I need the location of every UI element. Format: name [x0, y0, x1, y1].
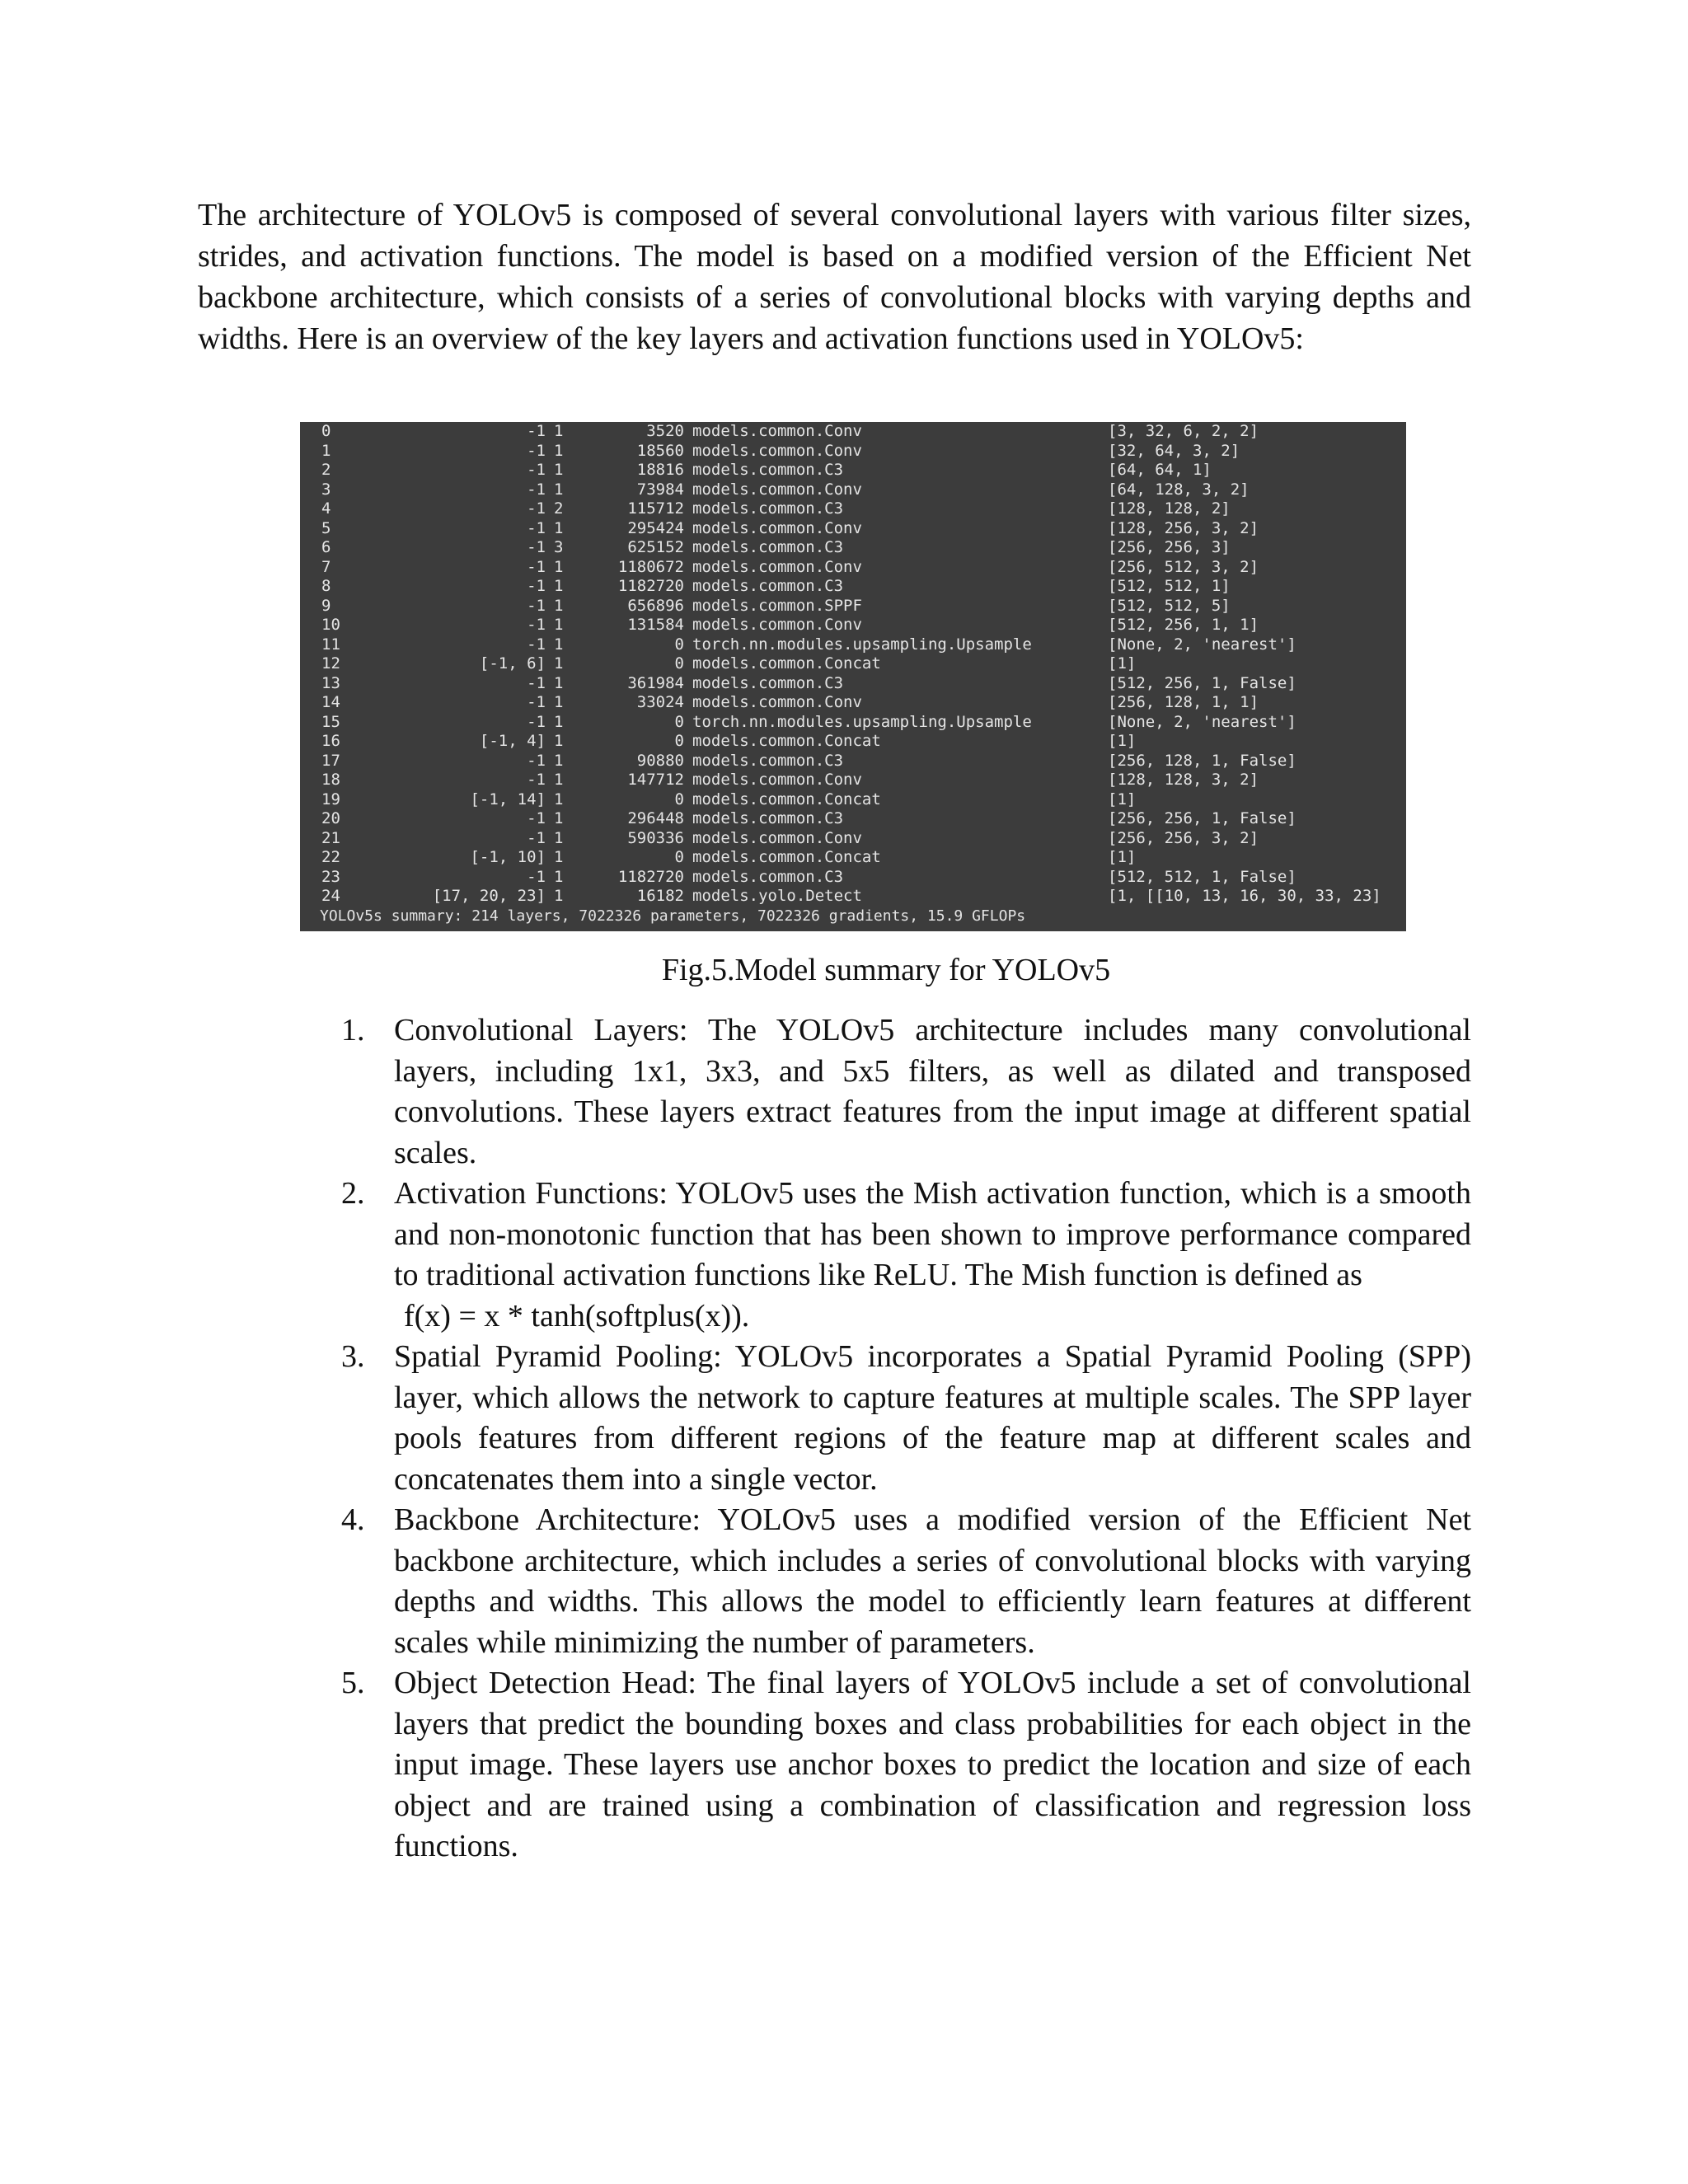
layer-params: 0: [674, 848, 684, 866]
model-layer-row: [300, 442, 1406, 462]
layer-from: -1: [527, 577, 546, 595]
layer-module: models.yolo.Detect: [692, 887, 862, 905]
layer-index: 8: [321, 577, 331, 595]
list-item-number: 1.: [341, 1013, 365, 1047]
model-layer-row: [300, 790, 1406, 810]
model-layer-row: [300, 480, 1406, 500]
feature-list: [330, 1010, 1471, 1868]
layer-params: 0: [674, 712, 684, 731]
model-layer-row: [300, 616, 1406, 635]
model-layer-row: [300, 771, 1406, 790]
layer-from: -1: [527, 538, 546, 556]
layer-repeat: 1: [554, 422, 564, 440]
layer-from: [-1, 6]: [479, 654, 546, 673]
model-layer-row: [300, 868, 1406, 888]
layer-from: -1: [527, 771, 546, 789]
layer-repeat: 2: [554, 499, 564, 518]
layer-index: 18: [321, 771, 340, 789]
model-layer-row: [300, 732, 1406, 752]
layer-repeat: 1: [554, 577, 564, 595]
layer-module: torch.nn.modules.upsampling.Upsample: [692, 712, 1032, 731]
layer-args: [64, 128, 3, 2]: [1108, 480, 1250, 499]
model-layer-row: [300, 713, 1406, 733]
layer-params: 361984: [627, 673, 684, 692]
layer-index: 13: [321, 673, 340, 692]
layer-module: models.common.Conv: [692, 771, 862, 789]
layer-repeat: 1: [554, 848, 564, 866]
layer-from: -1: [527, 499, 546, 518]
layer-args: [128, 128, 2]: [1108, 499, 1231, 518]
layer-module: models.common.C3: [692, 809, 844, 827]
layer-module: models.common.Conv: [692, 616, 862, 634]
layer-params: 73984: [636, 480, 684, 499]
layer-from: -1: [527, 828, 546, 847]
layer-index: 0: [321, 422, 331, 440]
layer-module: models.common.C3: [692, 461, 844, 479]
layer-module: models.common.Conv: [692, 441, 862, 460]
layer-index: 12: [321, 654, 340, 673]
layer-from: -1: [527, 596, 546, 615]
layer-from: -1: [527, 712, 546, 731]
layer-params: 115712: [627, 499, 684, 518]
list-item: [330, 1500, 1471, 1663]
layer-index: 3: [321, 480, 331, 499]
layer-params: 90880: [636, 751, 684, 770]
layer-repeat: 1: [554, 596, 564, 615]
layer-params: 18560: [636, 441, 684, 460]
layer-from: -1: [527, 480, 546, 499]
layer-args: [256, 256, 3]: [1108, 538, 1231, 556]
list-item-text: Backbone Architecture: YOLOv5 uses a modified version of the Efficient Net backbone architecture, which includes a series of convolutional blocks with varying depths and widths. This allows the model to efficiently learn features at different scales while minimizing the number of parameters.: [394, 1502, 1471, 1660]
layer-index: 22: [321, 848, 340, 866]
figure-caption: Fig.5.Model summary for YOLOv5: [661, 953, 1111, 987]
model-layer-row: [300, 752, 1406, 771]
layer-args: [512, 256, 1, 1]: [1108, 616, 1259, 634]
layer-from: -1: [527, 616, 546, 634]
layer-from: [-1, 14]: [470, 790, 546, 808]
layer-params: 296448: [627, 809, 684, 827]
layer-args: [1, [[10, 13, 16, 30, 33, 23]: [1108, 887, 1381, 905]
layer-repeat: 1: [554, 461, 564, 479]
layer-module: models.common.Conv: [692, 693, 862, 711]
layer-params: 147712: [627, 771, 684, 789]
layer-params: 33024: [636, 693, 684, 711]
layer-from: -1: [527, 809, 546, 827]
layer-module: models.common.C3: [692, 751, 844, 770]
layer-index: 7: [321, 557, 331, 576]
layer-from: [-1, 4]: [479, 732, 546, 750]
list-item-text: Object Detection Head: The final layers of YOLOv5 include a set of convolutional layers that predict the bounding boxes and class probabilities for each object in the input image. These layers use anchor boxes to predict the location and size of each object and are trained using a combination of classification and regression loss functions.: [394, 1666, 1471, 1863]
layer-index: 14: [321, 693, 340, 711]
layer-args: [512, 512, 5]: [1108, 596, 1231, 615]
layer-repeat: 1: [554, 809, 564, 827]
layer-module: models.common.Conv: [692, 828, 862, 847]
layer-repeat: 1: [554, 732, 564, 750]
layer-index: 10: [321, 616, 340, 634]
list-item-number: 2.: [341, 1176, 365, 1211]
model-layer-row: [300, 635, 1406, 655]
layer-index: 23: [321, 867, 340, 886]
model-layer-row: [300, 422, 1406, 442]
layer-args: [1]: [1108, 654, 1137, 673]
layer-module: models.common.Conv: [692, 422, 862, 440]
list-item: [330, 1337, 1471, 1500]
layer-repeat: 1: [554, 790, 564, 808]
layer-from: -1: [527, 441, 546, 460]
layer-index: 20: [321, 809, 340, 827]
layer-args: [512, 512, 1]: [1108, 577, 1231, 595]
layer-index: 16: [321, 732, 340, 750]
layer-module: models.common.Concat: [692, 790, 881, 808]
layer-params: 0: [674, 635, 684, 654]
layer-module: models.common.Conv: [692, 557, 862, 576]
layer-args: [256, 128, 1, 1]: [1108, 693, 1259, 711]
layer-args: [1]: [1108, 848, 1137, 866]
layer-index: 9: [321, 596, 331, 615]
model-layer-row: [300, 558, 1406, 578]
layer-repeat: 1: [554, 673, 564, 692]
layer-params: 0: [674, 654, 684, 673]
layer-repeat: 1: [554, 557, 564, 576]
layer-index: 6: [321, 538, 331, 556]
layer-args: [512, 256, 1, False]: [1108, 673, 1296, 692]
layer-args: [256, 256, 1, False]: [1108, 809, 1296, 827]
layer-module: models.common.C3: [692, 538, 844, 556]
layer-repeat: 1: [554, 654, 564, 673]
layer-index: 15: [321, 712, 340, 731]
layer-args: [3, 32, 6, 2, 2]: [1108, 422, 1259, 440]
layer-from: -1: [527, 461, 546, 479]
model-layer-row: [300, 809, 1406, 829]
layer-from: -1: [527, 751, 546, 770]
layer-params: 590336: [627, 828, 684, 847]
layer-index: 19: [321, 790, 340, 808]
layer-params: 18816: [636, 461, 684, 479]
model-layer-row: [300, 538, 1406, 558]
layer-index: 5: [321, 518, 331, 537]
layer-from: -1: [527, 557, 546, 576]
list-item-number: 4.: [341, 1502, 365, 1537]
layer-args: [None, 2, 'nearest']: [1108, 712, 1296, 731]
layer-from: -1: [527, 693, 546, 711]
layer-repeat: 3: [554, 538, 564, 556]
layer-repeat: 1: [554, 712, 564, 731]
layer-params: 16182: [636, 887, 684, 905]
layer-args: [256, 128, 1, False]: [1108, 751, 1296, 770]
layer-repeat: 1: [554, 751, 564, 770]
layer-repeat: 1: [554, 867, 564, 886]
layer-params: 0: [674, 790, 684, 808]
list-item: [330, 1663, 1471, 1868]
layer-args: [1]: [1108, 732, 1137, 750]
layer-repeat: 1: [554, 693, 564, 711]
mish-formula: f(x) = x * tanh(softplus(x)).: [404, 1298, 750, 1333]
layer-args: [64, 64, 1]: [1108, 461, 1212, 479]
layer-repeat: 1: [554, 518, 564, 537]
layer-params: 295424: [627, 518, 684, 537]
list-item-number: 3.: [341, 1339, 365, 1374]
layer-params: 1182720: [617, 577, 684, 595]
layer-args: [512, 512, 1, False]: [1108, 867, 1296, 886]
list-item-text: Activation Functions: YOLOv5 uses the Mish activation function, which is a smooth and non-monotonic function that has been shown to improve performance compared to traditional activation functions like ReLU. The Mish function is defined as: [394, 1176, 1471, 1292]
layer-params: 625152: [627, 538, 684, 556]
layer-index: 24: [321, 887, 340, 905]
layer-repeat: 1: [554, 887, 564, 905]
layer-module: models.common.SPPF: [692, 596, 862, 615]
layer-module: models.common.Concat: [692, 848, 881, 866]
layer-module: models.common.Concat: [692, 732, 881, 750]
layer-args: [1]: [1108, 790, 1137, 808]
layer-args: [None, 2, 'nearest']: [1108, 635, 1296, 654]
list-item-text: Convolutional Layers: The YOLOv5 architecture includes many convolutional layers, including 1x1, 3x3, and 5x5 filters, as well as dilated and transposed convolutions. These layers extract features from the input image at different spatial scales.: [394, 1013, 1471, 1170]
layer-params: 131584: [627, 616, 684, 634]
layer-params: 656896: [627, 596, 684, 615]
model-layer-row: [300, 674, 1406, 694]
layer-params: 1182720: [617, 867, 684, 886]
intro-paragraph: The architecture of YOLOv5 is composed of several convolutional layers with various filter sizes, strides, and activation functions. The model is based on a modified version of the Efficient Net backbone architecture, which consists of a series of convolutional blocks with varying depths and widths. Here is an overview of the key layers and activation functions used in YOLOv5:: [198, 198, 1471, 356]
layer-from: [17, 20, 23]: [432, 887, 546, 905]
layer-module: models.common.Concat: [692, 654, 881, 673]
layer-from: -1: [527, 422, 546, 440]
layer-from: [-1, 10]: [470, 848, 546, 866]
layer-params: 1180672: [617, 557, 684, 576]
list-item-text: Spatial Pyramid Pooling: YOLOv5 incorporates a Spatial Pyramid Pooling (SPP) layer, which allows the network to capture features at multiple scales. The SPP layer pools features from different regions of the feature map at different scales and concatenates them into a single vector.: [394, 1339, 1471, 1497]
model-layer-row: [300, 597, 1406, 616]
layer-index: 21: [321, 828, 340, 847]
layer-index: 11: [321, 635, 340, 654]
layer-module: models.common.C3: [692, 499, 844, 518]
layer-module: torch.nn.modules.upsampling.Upsample: [692, 635, 1032, 654]
model-summary-line: YOLOv5s summary: 214 layers, 7022326 parameters, 7022326 gradients, 15.9 GFLOPs: [320, 907, 1026, 925]
layer-from: -1: [527, 635, 546, 654]
model-layer-row: [300, 499, 1406, 519]
layer-module: models.common.C3: [692, 577, 844, 595]
layer-args: [256, 512, 3, 2]: [1108, 557, 1259, 576]
layer-repeat: 1: [554, 616, 564, 634]
layer-module: models.common.Conv: [692, 480, 862, 499]
model-summary-figure: [300, 422, 1406, 931]
layer-repeat: 1: [554, 480, 564, 499]
model-layer-row: [300, 519, 1406, 539]
layer-args: [256, 256, 3, 2]: [1108, 828, 1259, 847]
list-item: [330, 1010, 1471, 1174]
layer-args: [128, 256, 3, 2]: [1108, 518, 1259, 537]
model-layer-row: [300, 654, 1406, 674]
layer-args: [32, 64, 3, 2]: [1108, 441, 1240, 460]
model-layer-row: [300, 461, 1406, 480]
layer-module: models.common.C3: [692, 673, 844, 692]
layer-params: 3520: [646, 422, 684, 440]
model-layer-row: [300, 829, 1406, 849]
layer-from: -1: [527, 867, 546, 886]
layer-index: 1: [321, 441, 331, 460]
layer-repeat: 1: [554, 441, 564, 460]
layer-params: 0: [674, 732, 684, 750]
list-item-number: 5.: [341, 1666, 365, 1700]
model-layer-row: [300, 887, 1406, 907]
layer-args: [128, 128, 3, 2]: [1108, 771, 1259, 789]
model-layer-row: [300, 577, 1406, 597]
layer-repeat: 1: [554, 771, 564, 789]
layer-from: -1: [527, 518, 546, 537]
layer-repeat: 1: [554, 635, 564, 654]
list-item: [330, 1174, 1471, 1337]
layer-index: 2: [321, 461, 331, 479]
model-layer-row: [300, 693, 1406, 713]
layer-index: 17: [321, 751, 340, 770]
layer-module: models.common.C3: [692, 867, 844, 886]
layer-index: 4: [321, 499, 331, 518]
model-layer-row: [300, 848, 1406, 868]
layer-from: -1: [527, 673, 546, 692]
layer-module: models.common.Conv: [692, 518, 862, 537]
layer-repeat: 1: [554, 828, 564, 847]
